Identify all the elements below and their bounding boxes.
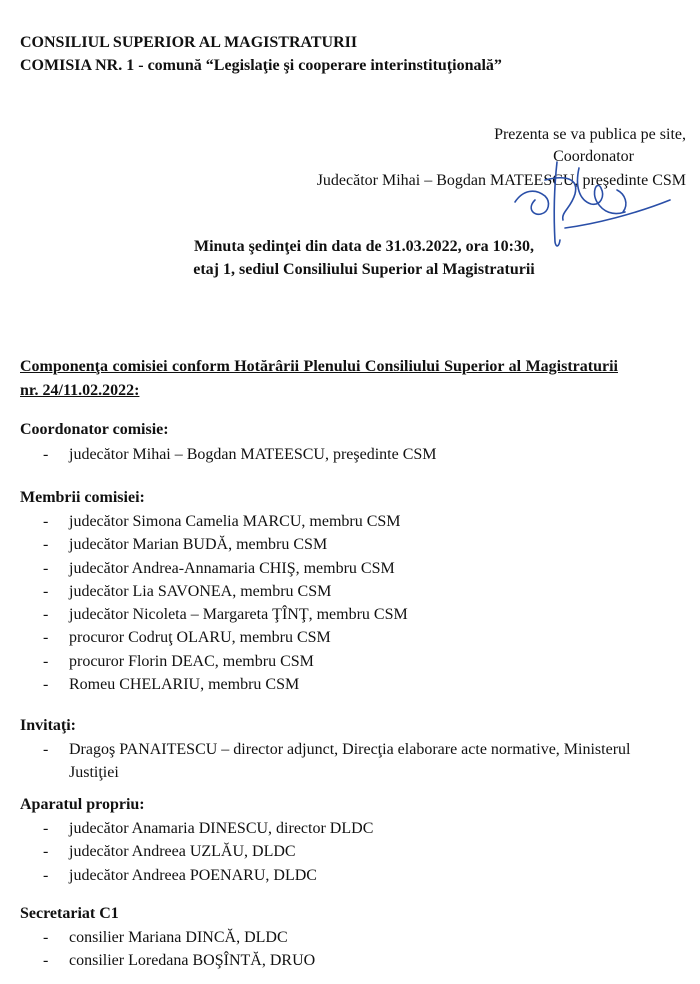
institution-title: CONSILIUL SUPERIOR AL MAGISTRATURII — [20, 34, 358, 51]
bullet-dash: - — [43, 929, 49, 946]
bullet-dash: - — [43, 582, 49, 600]
list-item-text: judecător Anamaria DINESCU, director DLDC — [69, 820, 374, 837]
bullet-dash: - — [43, 952, 49, 970]
list-item-text: procuror Codruţ OLARU, membru CSM — [69, 629, 331, 647]
bullet-dash: - — [43, 536, 49, 554]
coordinator-label: Coordonator — [553, 148, 634, 165]
bullet-dash: - — [43, 741, 49, 758]
list-item-text: judecător Nicoleta – Margareta ŢÎNŢ, membru CSM — [69, 606, 408, 624]
list-item-text: judecător Andrea-Annamaria CHIŞ, membru CSM — [69, 559, 395, 577]
bullet-dash: - — [43, 652, 49, 670]
list-item-text: Dragoş PANAITESCU – director adjunct, Direcţia elaborare acte normative, Ministerul Justiţiei — [69, 741, 631, 781]
members-section-title: Membrii comisiei: — [20, 489, 145, 506]
bullet-dash: - — [43, 446, 49, 463]
bullet-dash: - — [43, 866, 49, 884]
list-item-text: judecător Marian BUDĂ, membru CSM — [69, 536, 328, 554]
bullet-dash: - — [43, 676, 49, 694]
bullet-dash: - — [43, 629, 49, 647]
publish-note: Prezenta se va publica pe site, — [494, 126, 686, 143]
list-item-text: judecător Mihai – Bogdan MATEESCU, preşedinte CSM — [69, 446, 437, 463]
list-item-text: judecător Andreea UZLĂU, DLDC — [69, 843, 296, 861]
bullet-dash: - — [43, 820, 49, 837]
list-item-text: procuror Florin DEAC, membru CSM — [69, 652, 314, 670]
minutes-location: etaj 1, sediul Consiliului Superior al Magistraturii — [193, 261, 535, 278]
bullet-dash: - — [43, 559, 49, 577]
bullet-dash: - — [43, 843, 49, 861]
list-item-text: judecător Andreea POENARU, DLDC — [69, 866, 317, 884]
coordinator-name: Judecător Mihai – Bogdan MATEESCU, preşedinte CSM — [316, 172, 686, 189]
staff-section-title: Aparatul propriu: — [20, 796, 145, 813]
minutes-title: Minuta şedinţei din data de 31.03.2022, ora 10:30, — [193, 238, 534, 255]
commission-title: COMISIA NR. 1 - comună “Legislaţie şi cooperare interinstituţională” — [20, 57, 502, 74]
list-item-text: Romeu CHELARIU, membru CSM — [69, 676, 300, 694]
bullet-dash: - — [43, 606, 49, 624]
list-item-text: judecător Lia SAVONEA, membru CSM — [69, 582, 332, 600]
list-item-text: consilier Mariana DINCĂ, DLDC — [69, 929, 288, 946]
secretariat-section-title: Secretariat C1 — [20, 905, 119, 922]
coordinator-section-title: Coordonator comisie: — [20, 421, 169, 438]
list-item-text: consilier Loredana BOŞÎNTĂ, DRUO — [69, 952, 316, 970]
guests-section-title: Invitaţi: — [20, 717, 76, 734]
bullet-dash: - — [43, 513, 49, 530]
list-item-text: judecător Simona Camelia MARCU, membru CSM — [69, 513, 401, 530]
composition-heading: Componenţa comisiei conform Hotărârii Plenului Consiliului Superior al Magistraturii nr. 24/11.02.2022: — [20, 358, 618, 399]
